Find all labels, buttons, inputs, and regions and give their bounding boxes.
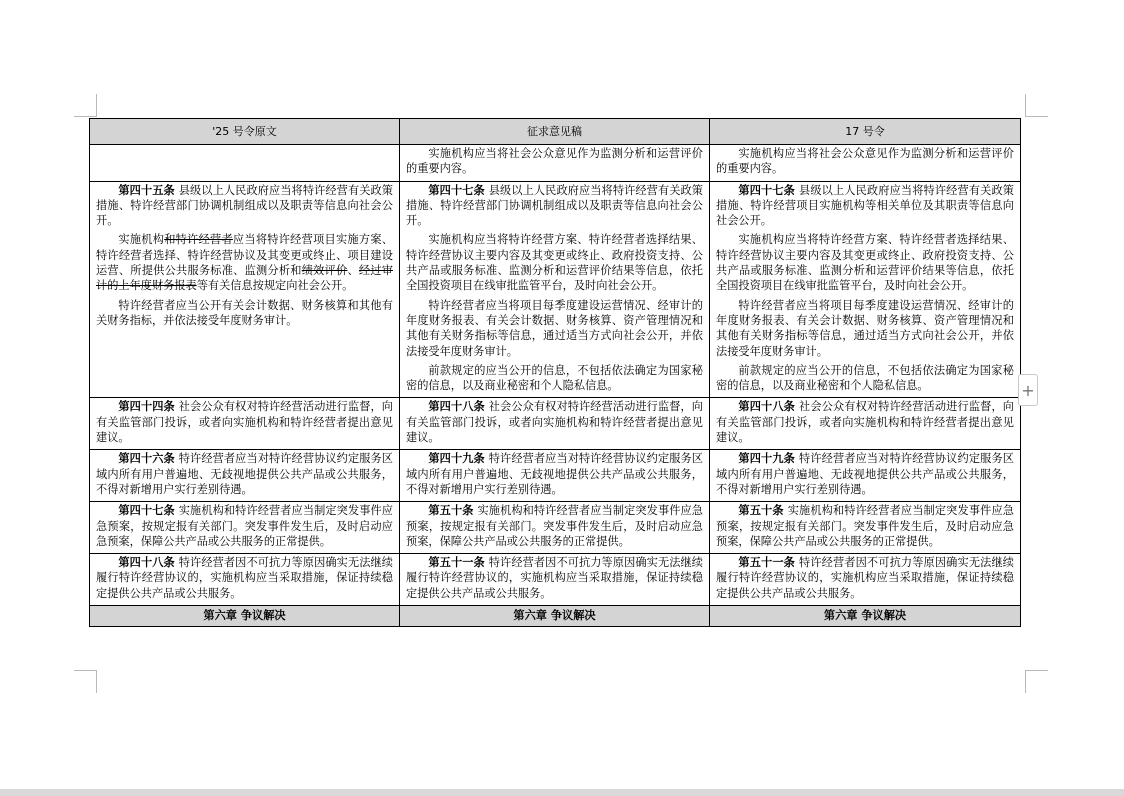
clause-text: 特许经营者应当对特许经营协议约定服务区域内所有用户普遍地、无歧视地提供公共产品或公共服务，不得对新增用户实行差别待遇。 <box>406 452 703 496</box>
header-order-17: 17 号令 <box>710 119 1021 145</box>
article-number: 第四十七条 <box>428 183 485 197</box>
cell-original <box>90 181 400 398</box>
paragraph <box>716 146 1014 177</box>
clause-text: 特许经营者应当对特许经营协议约定服务区域内所有用户普遍地、无歧视地提供公共产品或公共服务，不得对新增用户实行差别待遇。 <box>96 452 393 496</box>
crop-mark-bottom-left <box>74 670 97 693</box>
clause-text: 实施机构应当将特许经营方案、特许经营者选择结果、特许经营协议主要内容及其变更或终止、政府投资支持、公共产品或服务标准、监测分析和运营评价结果等信息，依托全国投资项目在线审批监管平台，及时向社会公开。 <box>406 233 703 293</box>
clause-text: 社会公众有权对特许经营活动进行监督，向有关监管部门投诉，或者向实施机构和特许经营者提出意见建议。 <box>96 400 393 445</box>
clause-text: 实施机构和特许经营者应当制定突发事件应急预案，按规定报有关部门。突发事件发生后，及时启动应急预案，保障公共产品或公共服务的正常提供。 <box>716 504 1014 548</box>
paragraph <box>716 555 1014 601</box>
chapter-heading: 第六章 争议解决 <box>710 606 1021 627</box>
paragraph <box>716 298 1014 359</box>
paragraph <box>406 146 703 177</box>
paragraph <box>716 503 1014 549</box>
article-number: 第四十八条 <box>738 400 795 414</box>
paragraph <box>406 399 703 445</box>
paragraph <box>716 451 1014 497</box>
clause-text: 前款规定的应当公开的信息，不包括依法确定为国家秘密的信息，以及商业秘密和个人隐私信息。 <box>406 363 703 393</box>
header-draft: 征求意见稿 <box>400 119 710 145</box>
clause-text: 实施机构应当将社会公众意见作为监测分析和运营评价的重要内容。 <box>716 147 1014 176</box>
article-number: 第四十六条 <box>118 452 175 466</box>
paragraph <box>96 503 393 549</box>
article-number: 第四十七条 <box>738 183 795 197</box>
table-row <box>90 502 1021 554</box>
clause-text: 特许经营者因不可抗力等原因确实无法继续履行特许经营协议的，实施机构应当采取措施，保证持续稳定提供公共产品或公共服务。 <box>96 556 393 600</box>
paragraph <box>406 183 703 229</box>
clause-text: 前款规定的应当公开的信息，不包括依法确定为国家秘密的信息，以及商业秘密和个人隐私信息。 <box>716 363 1014 393</box>
article-number: 第四十八条 <box>428 400 485 414</box>
clause-text: 特许经营者应当对特许经营协议约定服务区域内所有用户普遍地、无歧视地提供公共产品或公共服务，不得对新增用户实行差别待遇。 <box>716 452 1014 496</box>
clause-text: 实施机构应当将社会公众意见作为监测分析和运营评价的重要内容。 <box>406 147 703 176</box>
cell-order-17 <box>710 398 1021 450</box>
article-number: 第四十九条 <box>428 452 485 466</box>
cell-draft <box>400 181 710 398</box>
header-original: '25 号令原文 <box>90 119 400 145</box>
clause-text: 社会公众有权对特许经营活动进行监督，向有关监管部门投诉，或者向实施机构和特许经营者提出意见建议。 <box>406 400 703 445</box>
article-number: 第四十八条 <box>118 556 175 570</box>
cell-original <box>90 554 400 606</box>
article-number: 第四十九条 <box>738 452 795 466</box>
deleted-text: 经过审计的上年度财务报表 <box>96 264 393 293</box>
canvas-bottom-edge <box>0 789 1124 796</box>
cell-order-17 <box>710 554 1021 606</box>
chapter-heading-row <box>90 606 1021 627</box>
clause-text: 实施机构和特许经营者应当制定突发事件应急预案，按规定报有关部门。突发事件发生后，及时启动应急预案，保障公共产品或公共服务的正常提供。 <box>96 504 393 548</box>
clause-text: 特许经营者因不可抗力等原因确实无法继续履行特许经营协议的，实施机构应当采取措施，保证持续稳定提供公共产品或公共服务。 <box>406 556 703 600</box>
clause-text: 应当将特许经营项目实施方案、特许经营者选择、特许经营协议及其变更或终止、项目建设运营、所提供公共服务标准、监测分析和 <box>96 233 393 278</box>
paragraph <box>716 363 1014 394</box>
crop-mark-top-right <box>1025 94 1048 117</box>
table-row <box>90 181 1021 398</box>
cell-order-17 <box>710 450 1021 502</box>
article-number: 第五十条 <box>738 504 784 518</box>
cell-draft <box>400 554 710 606</box>
deleted-text: 和特许经营者 <box>164 233 233 247</box>
table-row <box>90 398 1021 450</box>
article-number: 第四十四条 <box>118 400 175 414</box>
clause-text: 县级以上人民政府应当将特许经营有关政策措施、特许经营部门协调机制组成以及职责等信息向社会公开。 <box>96 183 393 228</box>
table-header-row <box>90 119 1021 145</box>
cell-draft <box>400 450 710 502</box>
paragraph <box>406 503 703 549</box>
chapter-heading: 第六章 争议解决 <box>400 606 710 627</box>
table-row <box>90 145 1021 182</box>
paragraph <box>96 298 393 329</box>
clause-text: 等有关信息按规定向社会公开。 <box>196 279 354 293</box>
table-row <box>90 554 1021 606</box>
clause-text: 特许经营者应当将项目每季度建设运营情况、经审计的年度财务报表、有关会计数据、财务核算、资产管理情况和其他有关财务指标等信息，通过适当方式向社会公开，并依法接受年度财务审计。 <box>716 298 1014 358</box>
clause-text: 社会公众有权对特许经营活动进行监督，向有关监管部门投诉，或者向实施机构和特许经营者提出意见建议。 <box>716 400 1014 445</box>
cell-order-17 <box>710 181 1021 398</box>
paragraph <box>406 363 703 394</box>
cell-original <box>90 145 400 182</box>
paragraph <box>96 183 393 229</box>
clause-text: 特许经营者应当将项目每季度建设运营情况、经审计的年度财务报表、有关会计数据、财务核算、资产管理情况和其他有关财务指标等信息，通过适当方式向社会公开，并依法接受年度财务审计。 <box>406 298 703 358</box>
paragraph <box>716 232 1014 293</box>
article-number: 第四十七条 <box>118 504 175 518</box>
comparison-table <box>89 118 1021 627</box>
cell-original <box>90 450 400 502</box>
paragraph <box>406 451 703 497</box>
clause-text: 特许经营者因不可抗力等原因确实无法继续履行特许经营协议的，实施机构应当采取措施，保证持续稳定提供公共产品或公共服务。 <box>716 556 1014 600</box>
cell-draft <box>400 398 710 450</box>
deleted-text: 绩效评价 <box>301 264 348 278</box>
paragraph <box>716 399 1014 445</box>
article-number: 第五十一条 <box>428 556 485 570</box>
article-number: 第四十五条 <box>118 183 175 197</box>
cell-order-17 <box>710 502 1021 554</box>
add-comment-button[interactable]: + <box>1018 374 1038 406</box>
paragraph <box>96 399 393 445</box>
article-number: 第五十条 <box>428 504 474 518</box>
paragraph <box>406 298 703 359</box>
clause-text: 实施机构应当将特许经营方案、特许经营者选择结果、特许经营协议主要内容及其变更或终止、政府投资支持、公共产品或服务标准、监测分析和运营评价结果等信息，依托全国投资项目在线审批监管平台，及时向社会公开。 <box>716 233 1014 293</box>
cell-order-17 <box>710 145 1021 182</box>
paragraph <box>406 555 703 601</box>
paragraph <box>96 555 393 601</box>
clause-text: 实施机构 <box>118 233 165 247</box>
table-row <box>90 450 1021 502</box>
paragraph <box>716 183 1014 229</box>
chapter-heading: 第六章 争议解决 <box>90 606 400 627</box>
crop-mark-bottom-right <box>1025 670 1048 693</box>
clause-text: 县级以上人民政府应当将特许经营有关政策措施、特许经营项目实施机构等相关单位及其职责等信息向社会公开。 <box>716 183 1014 228</box>
paragraph <box>96 451 393 497</box>
article-number: 第五十一条 <box>738 556 795 570</box>
paragraph <box>96 232 393 293</box>
paragraph <box>406 232 703 293</box>
cell-draft <box>400 145 710 182</box>
cell-draft <box>400 502 710 554</box>
clause-text: 实施机构和特许经营者应当制定突发事件应急预案，按规定报有关部门。突发事件发生后，及时启动应急预案，保障公共产品或公共服务的正常提供。 <box>406 504 703 548</box>
clause-text: 县级以上人民政府应当将特许经营有关政策措施、特许经营部门协调机制组成以及职责等信息向社会公开。 <box>406 183 703 228</box>
cell-original <box>90 502 400 554</box>
cell-original <box>90 398 400 450</box>
clause-text: 特许经营者应当公开有关会计数据、财务核算和其他有关财务指标，并依法接受年度财务审计。 <box>96 298 393 327</box>
crop-mark-top-left <box>74 94 97 117</box>
clause-text: 、 <box>347 264 359 278</box>
